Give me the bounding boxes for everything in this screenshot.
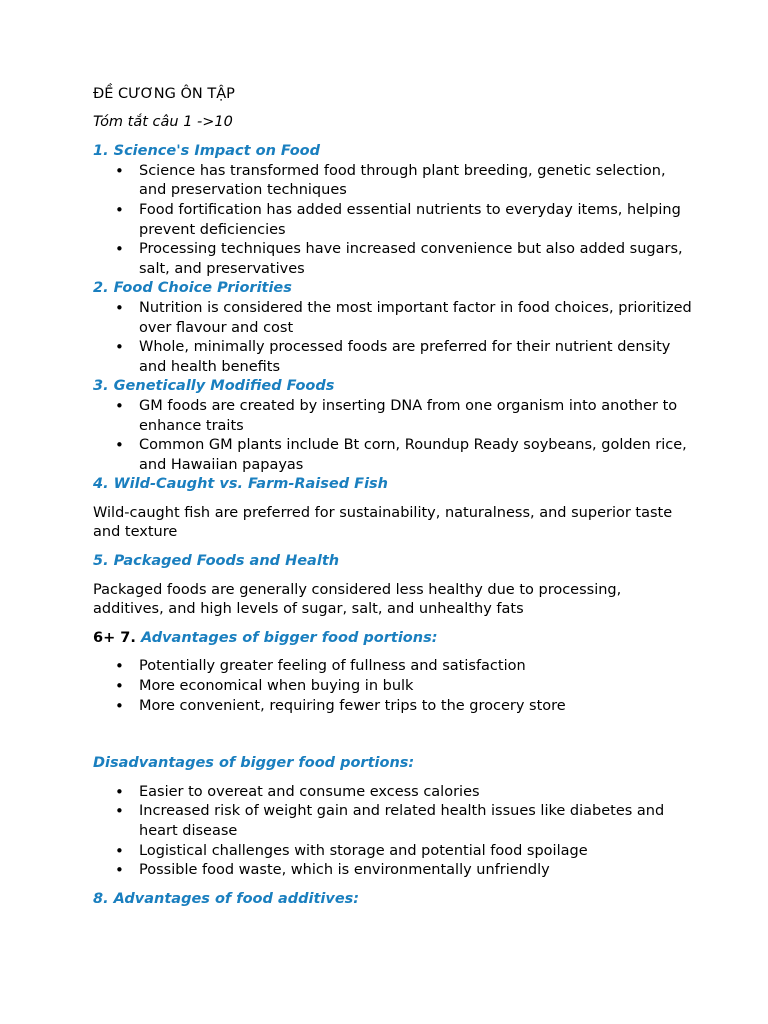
list-item: • Common GM plants include Bt corn, Roundup Ready soybeans, golden rice, and Hawaiian papayas [139,436,693,475]
list-item: • Potentially greater feeling of fullness and satisfaction [139,657,693,677]
document-subtitle: Tóm tắt câu 1 ->10 [93,113,233,130]
section-2-list [93,299,693,377]
section-5-paragraph: Packaged foods are generally considered less healthy due to processing, additives, and high levels of sugar, salt, and unhealthy fats [93,581,622,618]
section-8-heading: 8. Advantages of food additives: [93,890,360,907]
disadvantages-heading: Disadvantages of bigger food portions: [93,755,415,772]
document-title: ĐỀ CƯƠNG ÔN TẬP [93,86,235,102]
document-page [93,85,693,909]
list-item: • Possible food waste, which is environmentally unfriendly [139,861,693,881]
section-1-heading: 1. Science's Impact on Food [93,143,321,160]
section-6-7-heading [93,629,693,649]
section-5-heading: 5. Packaged Foods and Health [93,553,340,570]
section-6-7-number: 6+ 7. [93,629,136,646]
section-6-7-title: Advantages of bigger food portions: [140,629,438,646]
disadvantages-list [93,783,693,881]
list-item: • Easier to overeat and consume excess calories [139,783,693,803]
list-item: • Nutrition is considered the most important factor in food choices, prioritized over flavour and cost [139,299,693,338]
list-item: • GM foods are created by inserting DNA from one organism into another to enhance traits [139,397,693,436]
list-item: • Logistical challenges with storage and potential food spoilage [139,842,693,862]
list-item: • More economical when buying in bulk [139,677,693,697]
section-4-paragraph: Wild-caught fish are preferred for sustainability, naturalness, and superior taste and texture [93,504,673,541]
section-1-list [93,162,693,280]
list-item: • Increased risk of weight gain and related health issues like diabetes and heart disease [139,802,693,841]
section-2-heading: 2. Food Choice Priorities [93,280,292,297]
list-item: • Whole, minimally processed foods are preferred for their nutrient density and health benefits [139,338,693,377]
section-3-heading: 3. Genetically Modified Foods [93,378,335,395]
list-item: • More convenient, requiring fewer trips to the grocery store [139,697,693,717]
list-item: • Processing techniques have increased convenience but also added sugars, salt, and preservatives [139,240,693,279]
list-item: • Food fortification has added essential nutrients to everyday items, helping prevent deficiencies [139,201,693,240]
list-item: • Science has transformed food through plant breeding, genetic selection, and preservation techniques [139,162,693,201]
section-3-list [93,397,693,475]
section-4-heading: 4. Wild-Caught vs. Farm-Raised Fish [93,476,388,493]
advantages-list [93,657,693,716]
